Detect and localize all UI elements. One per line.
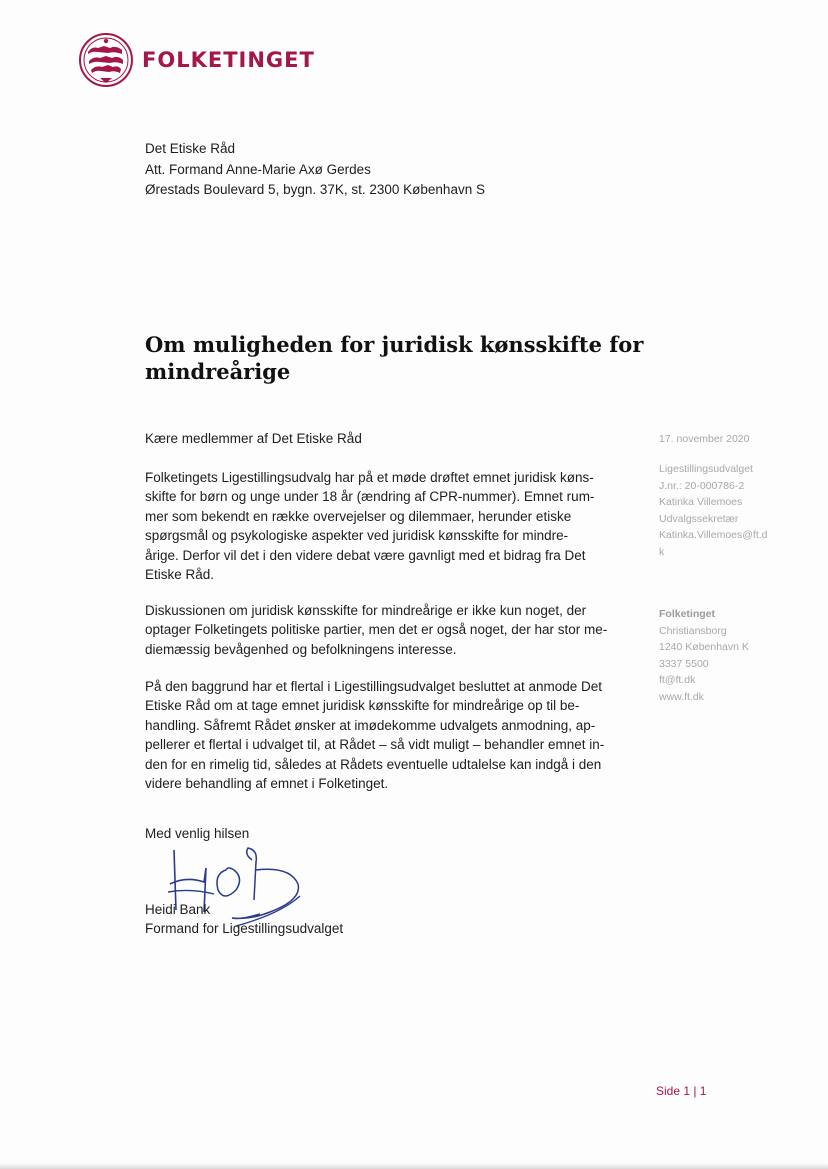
scan-edge xyxy=(0,1163,828,1169)
org-line: 3337 5500 xyxy=(659,657,709,670)
contact-email-link[interactable]: Katinka.Villemoes@ft.d xyxy=(659,529,768,542)
recipient-address xyxy=(145,139,485,201)
seal-icon xyxy=(78,32,134,88)
committee-contact xyxy=(659,461,768,561)
organisation-contact xyxy=(659,606,749,706)
brand-name: FOLKETINGET xyxy=(142,48,315,72)
contact-email-link[interactable]: k xyxy=(659,545,665,558)
letter-title xyxy=(145,331,645,385)
contact-line: Udvalgssekretær xyxy=(659,512,739,525)
contact-line: Katinka Villemoes xyxy=(659,496,743,509)
org-email-link[interactable]: ft@ft.dk xyxy=(659,674,696,687)
org-line: Christiansborg xyxy=(659,624,727,637)
signer-block xyxy=(145,900,343,938)
paragraph-line: handling. Såfremt Rådet ønsker at imødekomme udvalgets anmodning, ap- xyxy=(145,717,596,733)
signer-name: Heidi Bank xyxy=(145,902,211,917)
paragraph-line: årige. Derfor vil det i den videre debat være gavnligt med et bidrag fra Det xyxy=(145,547,586,563)
salutation: Kære medlemmer af Det Etiske Råd xyxy=(145,431,362,446)
paragraph-line: spørgsmål og psykologiske aspekter ved juridisk kønsskifte for mindre- xyxy=(145,528,569,544)
org-line: 1240 København K xyxy=(659,641,749,654)
recipient-line: Att. Formand Anne-Marie Axø Gerdes xyxy=(145,161,371,177)
org-name: Folketinget xyxy=(659,608,716,620)
folketinget-logo xyxy=(78,32,315,88)
paragraph-line: Diskussionen om juridisk kønsskifte for mindreårige er ikke kun noget, der xyxy=(145,603,587,618)
paragraph-line: skifte for børn og unge under 18 år (ændring af CPR-nummer). Emnet rum- xyxy=(145,489,595,505)
paragraph-line: den for en rimelig tid, således at Rådets eventuelle udtalelse kan indgå i den xyxy=(145,756,602,772)
org-web-link[interactable]: www.ft.dk xyxy=(659,690,704,703)
signer-role: Formand for Ligestillingsudvalget xyxy=(145,921,344,936)
paragraph-line: diemæssig bevågenhed og befolkningens interesse. xyxy=(145,641,457,657)
paragraph-line: Folketingets Ligestillingsudvalg har på et møde drøftet emnet juridisk køns- xyxy=(145,470,594,485)
letter-date: 17. november 2020 xyxy=(659,433,750,445)
body-paragraph xyxy=(145,468,623,584)
paragraph-line: optager Folketingets politiske partier, men det er også noget, der har stor me- xyxy=(145,622,608,638)
contact-line: J.nr.: 20-000786-2 xyxy=(659,479,745,492)
paragraph-line: På den baggrund har et flertal i Ligestillingsudvalget besluttet at anmode Det xyxy=(145,679,603,694)
paragraph-line: videre behandling af emnet i Folketinget. xyxy=(145,776,389,792)
paragraph-line: Etiske Råd. xyxy=(145,567,215,583)
recipient-line: Ørestads Boulevard 5, bygn. 37K, st. 2300 København S xyxy=(145,182,485,197)
recipient-line: Det Etiske Råd xyxy=(145,141,236,156)
body-paragraph xyxy=(145,601,623,659)
contact-line: Ligestillingsudvalget xyxy=(659,463,753,475)
paragraph-line: Etiske Råd om at tage emnet juridisk kønsskifte for mindreårige op til be- xyxy=(145,698,580,714)
paragraph-line: mer som bekendt en række overvejelser og dilemmaer, herunder etiske xyxy=(145,508,572,524)
closing: Med venlig hilsen xyxy=(145,826,250,841)
page-number: Side 1 | 1 xyxy=(656,1084,707,1098)
paragraph-line: pellerer et flertal i udvalget til, at Rådet – så vidt muligt – behandler emnet in- xyxy=(145,737,605,753)
body-paragraph xyxy=(145,677,623,793)
title-line: mindreårige xyxy=(145,359,291,384)
title-line: Om muligheden for juridisk kønsskifte for xyxy=(145,332,644,357)
